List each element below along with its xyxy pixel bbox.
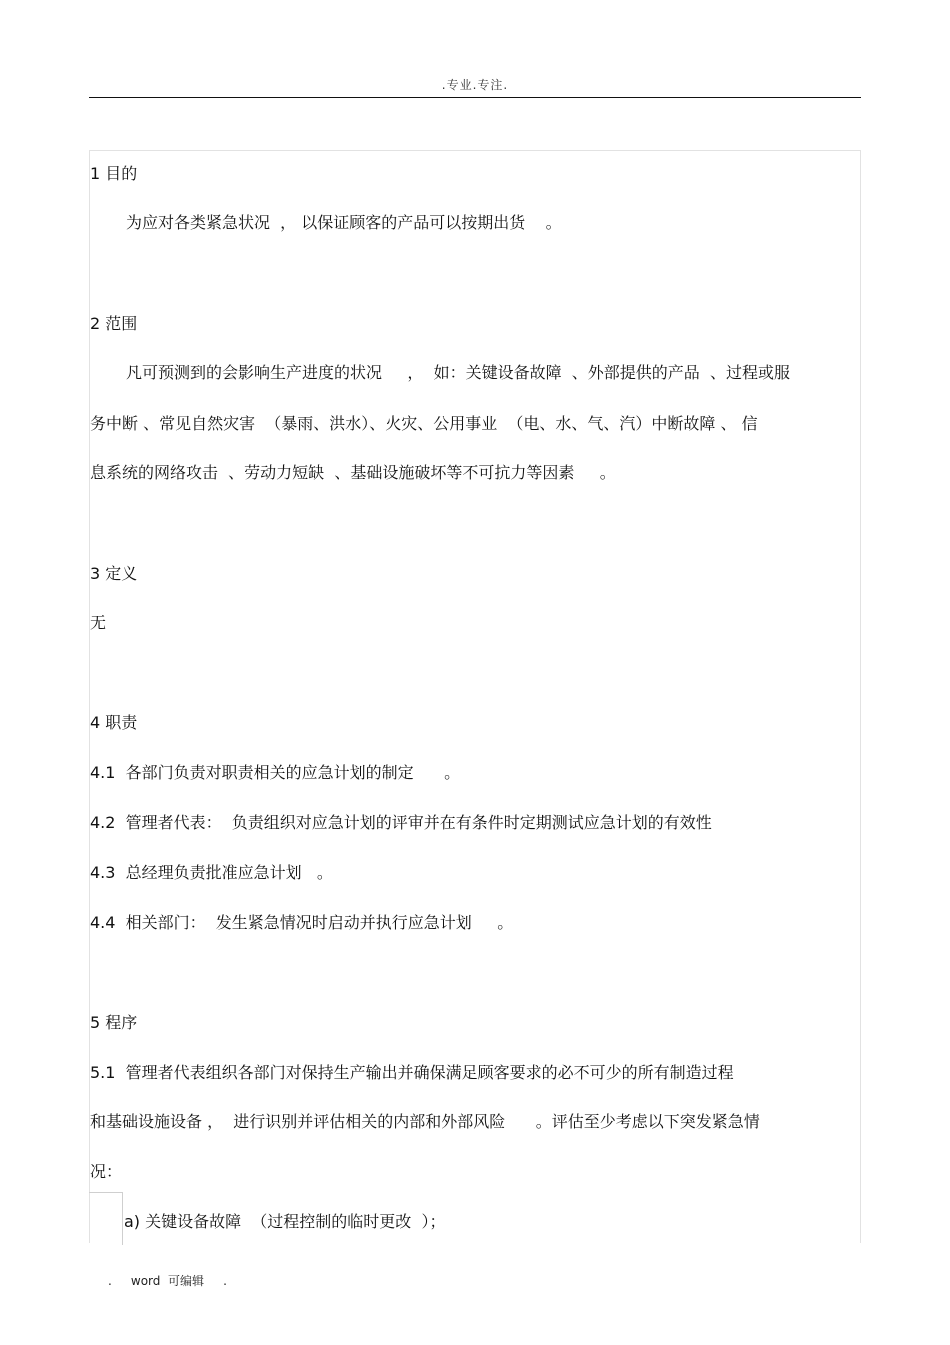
section-2-title: 2 范围 <box>90 314 138 333</box>
header-rule <box>89 97 861 98</box>
section-5-title: 5 程序 <box>90 1013 138 1032</box>
section-5-line-2: 和基础设施设备 ， 进行识别并评估相关的内部和外部风险 。评估至少考虑以下突发紧急情 <box>90 1112 760 1131</box>
nested-cell-border <box>89 1192 123 1245</box>
section-4-item-1: 4.1 各部门负责对职责相关的应急计划的制定 。 <box>90 763 461 782</box>
page-footer: . word 可编辑 . <box>108 1274 227 1288</box>
section-5-line-3: 况： <box>90 1162 123 1181</box>
table-frame-top <box>89 150 861 151</box>
section-1-body: 为应对各类紧急状况 ， 以保证顾客的产品可以按期出货 。 <box>126 213 562 232</box>
page-header: .专业.专注. <box>441 78 509 92</box>
section-2-line-1: 凡可预测到的会影响生产进度的状况 ， 如：关键设备故障 、外部提供的产品 、过程或服 <box>126 363 790 382</box>
section-5-line-1: 5.1 管理者代表组织各部门对保持生产输出并确保满足顾客要求的必不可少的所有制造过程 <box>90 1063 734 1082</box>
section-2-line-3: 息系统的网络攻击 、劳动力短缺 、基础设施破坏等不可抗力等因素 。 <box>90 463 616 482</box>
section-4-item-3: 4.3 总经理负责批准应急计划 。 <box>90 863 333 882</box>
section-4-title: 4 职责 <box>90 713 138 732</box>
section-4-item-2: 4.2 管理者代表： 负责组织对应急计划的评审并在有条件时定期测试应急计划的有效性 <box>90 813 712 832</box>
section-2-line-2: 务中断 、常见自然灾害 （暴雨、洪水）、火灾、公用事业 （电、水、气、汽）中断故障 、 信 <box>90 414 758 433</box>
table-frame-right <box>860 150 861 1243</box>
section-1-title: 1 目的 <box>90 164 138 183</box>
section-4-item-4: 4.4 相关部门： 发生紧急情况时启动并执行应急计划 。 <box>90 913 514 932</box>
section-5-sub-item-a: a) 关键设备故障 （过程控制的临时更改 ）； <box>124 1212 446 1231</box>
section-3-body: 无 <box>90 613 107 632</box>
section-3-title: 3 定义 <box>90 564 138 583</box>
